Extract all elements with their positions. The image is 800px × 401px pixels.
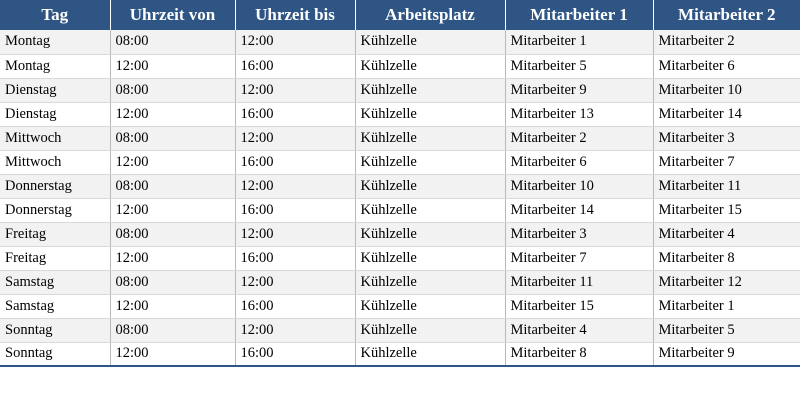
cell-uhrzeit-bis: 12:00 [235,30,355,54]
cell-mitarbeiter-2: Mitarbeiter 11 [653,174,800,198]
cell-arbeitsplatz: Kühlzelle [355,150,505,174]
cell-mitarbeiter-1: Mitarbeiter 4 [505,318,653,342]
cell-mitarbeiter-1: Mitarbeiter 13 [505,102,653,126]
cell-mitarbeiter-2: Mitarbeiter 8 [653,246,800,270]
cell-uhrzeit-bis: 12:00 [235,174,355,198]
cell-arbeitsplatz: Kühlzelle [355,102,505,126]
cell-uhrzeit-von: 12:00 [110,102,235,126]
cell-mitarbeiter-1: Mitarbeiter 8 [505,342,653,366]
cell-uhrzeit-bis: 16:00 [235,102,355,126]
cell-tag: Mittwoch [0,126,110,150]
cell-mitarbeiter-2: Mitarbeiter 2 [653,30,800,54]
cell-uhrzeit-von: 12:00 [110,54,235,78]
table-row [0,294,800,318]
cell-uhrzeit-von: 08:00 [110,78,235,102]
cell-mitarbeiter-1: Mitarbeiter 10 [505,174,653,198]
table-row [0,174,800,198]
cell-mitarbeiter-1: Mitarbeiter 5 [505,54,653,78]
cell-mitarbeiter-2: Mitarbeiter 3 [653,126,800,150]
table-row [0,342,800,366]
table-row [0,198,800,222]
table-row [0,54,800,78]
table-header-row [0,0,800,30]
cell-mitarbeiter-1: Mitarbeiter 3 [505,222,653,246]
cell-uhrzeit-bis: 16:00 [235,150,355,174]
cell-tag: Montag [0,30,110,54]
cell-mitarbeiter-1: Mitarbeiter 1 [505,30,653,54]
cell-uhrzeit-von: 08:00 [110,270,235,294]
cell-uhrzeit-bis: 12:00 [235,126,355,150]
cell-mitarbeiter-2: Mitarbeiter 1 [653,294,800,318]
column-header-uhrzeit-von: Uhrzeit von [110,0,235,30]
cell-uhrzeit-von: 08:00 [110,222,235,246]
cell-uhrzeit-von: 12:00 [110,198,235,222]
table-body [0,30,800,366]
cell-tag: Samstag [0,294,110,318]
cell-tag: Sonntag [0,342,110,366]
cell-mitarbeiter-1: Mitarbeiter 11 [505,270,653,294]
column-header-tag: Tag [0,0,110,30]
cell-arbeitsplatz: Kühlzelle [355,54,505,78]
cell-uhrzeit-von: 08:00 [110,174,235,198]
cell-tag: Donnerstag [0,198,110,222]
cell-tag: Samstag [0,270,110,294]
cell-mitarbeiter-2: Mitarbeiter 12 [653,270,800,294]
cell-arbeitsplatz: Kühlzelle [355,78,505,102]
cell-tag: Dienstag [0,78,110,102]
cell-uhrzeit-von: 12:00 [110,294,235,318]
cell-uhrzeit-bis: 16:00 [235,342,355,366]
cell-arbeitsplatz: Kühlzelle [355,174,505,198]
cell-mitarbeiter-1: Mitarbeiter 6 [505,150,653,174]
table-row [0,78,800,102]
cell-mitarbeiter-1: Mitarbeiter 14 [505,198,653,222]
cell-arbeitsplatz: Kühlzelle [355,294,505,318]
table-row [0,102,800,126]
cell-uhrzeit-bis: 16:00 [235,294,355,318]
cell-uhrzeit-von: 12:00 [110,342,235,366]
cell-tag: Donnerstag [0,174,110,198]
cell-mitarbeiter-2: Mitarbeiter 6 [653,54,800,78]
table-row [0,150,800,174]
table-row [0,30,800,54]
cell-arbeitsplatz: Kühlzelle [355,318,505,342]
cell-arbeitsplatz: Kühlzelle [355,342,505,366]
cell-mitarbeiter-1: Mitarbeiter 9 [505,78,653,102]
table-row [0,270,800,294]
cell-uhrzeit-bis: 16:00 [235,246,355,270]
cell-uhrzeit-von: 08:00 [110,30,235,54]
cell-mitarbeiter-2: Mitarbeiter 10 [653,78,800,102]
table-row [0,318,800,342]
table-row [0,126,800,150]
cell-mitarbeiter-1: Mitarbeiter 2 [505,126,653,150]
cell-mitarbeiter-2: Mitarbeiter 15 [653,198,800,222]
cell-mitarbeiter-2: Mitarbeiter 7 [653,150,800,174]
cell-mitarbeiter-2: Mitarbeiter 9 [653,342,800,366]
column-header-mitarbeiter-1: Mitarbeiter 1 [505,0,653,30]
cell-arbeitsplatz: Kühlzelle [355,30,505,54]
cell-uhrzeit-bis: 16:00 [235,54,355,78]
cell-uhrzeit-bis: 12:00 [235,318,355,342]
cell-uhrzeit-von: 08:00 [110,318,235,342]
cell-uhrzeit-von: 12:00 [110,150,235,174]
cell-arbeitsplatz: Kühlzelle [355,246,505,270]
table-row [0,222,800,246]
column-header-arbeitsplatz: Arbeitsplatz [355,0,505,30]
cell-arbeitsplatz: Kühlzelle [355,198,505,222]
cell-uhrzeit-bis: 12:00 [235,78,355,102]
cell-arbeitsplatz: Kühlzelle [355,270,505,294]
cell-arbeitsplatz: Kühlzelle [355,126,505,150]
cell-tag: Sonntag [0,318,110,342]
cell-tag: Mittwoch [0,150,110,174]
cell-mitarbeiter-2: Mitarbeiter 4 [653,222,800,246]
cell-mitarbeiter-2: Mitarbeiter 14 [653,102,800,126]
table-header [0,0,800,30]
cell-uhrzeit-von: 08:00 [110,126,235,150]
cell-tag: Dienstag [0,102,110,126]
cell-uhrzeit-bis: 12:00 [235,270,355,294]
cell-mitarbeiter-2: Mitarbeiter 5 [653,318,800,342]
cell-tag: Freitag [0,222,110,246]
cell-mitarbeiter-1: Mitarbeiter 7 [505,246,653,270]
cell-uhrzeit-von: 12:00 [110,246,235,270]
cell-mitarbeiter-1: Mitarbeiter 15 [505,294,653,318]
column-header-mitarbeiter-2: Mitarbeiter 2 [653,0,800,30]
cell-uhrzeit-bis: 12:00 [235,222,355,246]
column-header-uhrzeit-bis: Uhrzeit bis [235,0,355,30]
cell-arbeitsplatz: Kühlzelle [355,222,505,246]
cell-tag: Freitag [0,246,110,270]
cell-uhrzeit-bis: 16:00 [235,198,355,222]
table-row [0,246,800,270]
cell-tag: Montag [0,54,110,78]
